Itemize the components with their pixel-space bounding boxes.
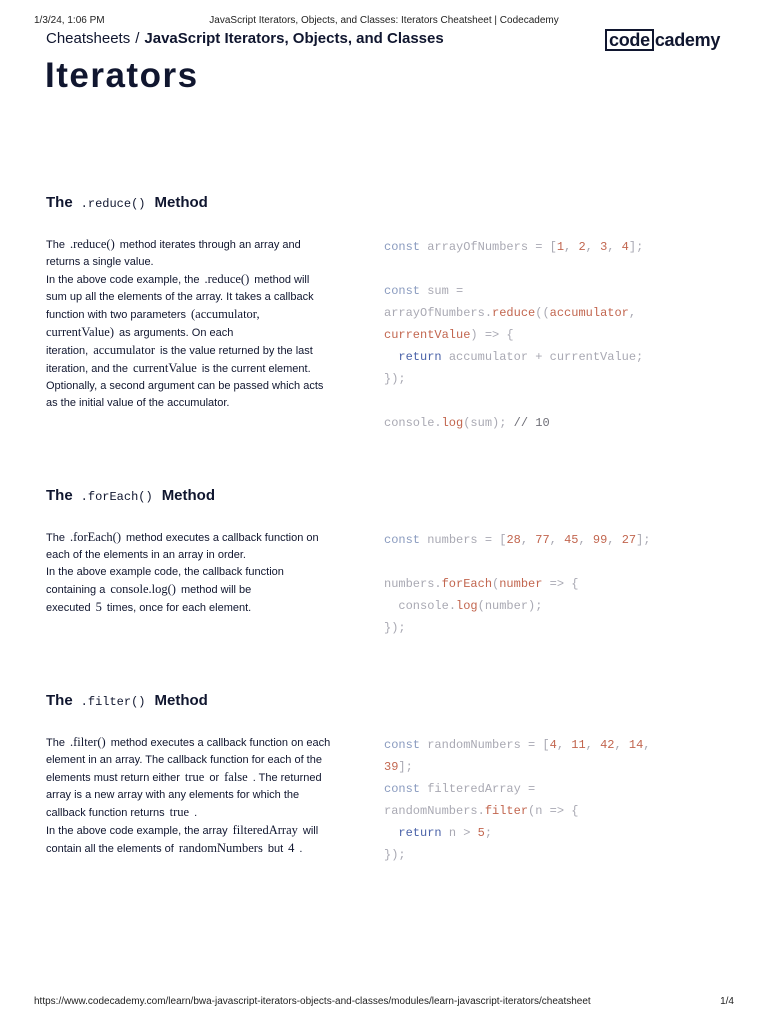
section-filter: [46, 692, 736, 862]
section-heading: [46, 194, 736, 214]
logo-cademy-part: cademy: [654, 29, 721, 50]
page-title: Iterators: [45, 56, 199, 95]
code-line: });: [384, 621, 406, 635]
section-heading: [46, 692, 736, 712]
desc-paragraph: The .filter() method executes a callback function on each element in an array. The callback function for each of the elements must return either true or false . The returned array is a new array with any elements for which the callback function returns true .: [46, 735, 331, 819]
code-example[interactable]: [384, 734, 704, 866]
code-example[interactable]: [384, 236, 704, 434]
code-line: currentValue) => {: [384, 328, 514, 342]
section-description: [46, 529, 331, 617]
code-line: });: [384, 848, 406, 862]
code-line: randomNumbers.filter(n => {: [384, 804, 579, 818]
section-heading: [46, 487, 736, 507]
footer-page-number: 1/4: [720, 996, 734, 1007]
heading-code: .reduce(): [80, 197, 146, 211]
code-line: console.log(sum); // 10: [384, 416, 550, 430]
print-title: JavaScript Iterators, Objects, and Classes: Iterators Cheatsheet | Codecademy: [209, 15, 559, 26]
code-line: arrayOfNumbers.reduce((accumulator,: [384, 306, 637, 320]
section-description: [46, 734, 331, 858]
breadcrumb-current: JavaScript Iterators, Objects, and Classes: [144, 30, 444, 47]
code-line: const filteredArray =: [384, 782, 536, 796]
code-line: console.log(number);: [398, 599, 543, 613]
desc-paragraph: In the above code example, the array filteredArray will contain all the elements of randomNumbers but 4 .: [46, 823, 319, 855]
breadcrumb-cheatsheets-link[interactable]: Cheatsheets: [46, 30, 131, 47]
code-line: 39];: [384, 760, 413, 774]
heading-code: .filter(): [80, 695, 146, 709]
heading-prefix: The: [46, 692, 73, 709]
codecademy-logo[interactable]: [605, 29, 720, 51]
heading-prefix: The: [46, 194, 73, 211]
logo-code-part: code: [605, 29, 654, 51]
code-line: const numbers = [28, 77, 45, 99, 27];: [384, 533, 651, 547]
breadcrumb-separator: /: [135, 30, 140, 47]
code-line: const sum =: [384, 284, 464, 298]
print-header: [34, 15, 734, 29]
breadcrumb: [46, 30, 444, 47]
heading-prefix: The: [46, 487, 73, 504]
section-reduce: [46, 194, 736, 430]
print-date: 1/3/24, 1:06 PM: [34, 15, 105, 26]
footer-url: https://www.codecademy.com/learn/bwa-javascript-iterators-objects-and-classes/modules/learn-javascript-iterators/cheatsheet: [34, 996, 591, 1007]
section-foreach: [46, 487, 736, 635]
code-line: const randomNumbers = [4, 11, 42, 14,: [384, 738, 651, 752]
heading-suffix: Method: [154, 194, 208, 211]
code-line: const arrayOfNumbers = [1, 2, 3, 4];: [384, 240, 644, 254]
print-footer: [34, 996, 734, 1010]
desc-paragraph: In the above example code, the callback function containing a console.log() method will be executed 5 times, once for each element.: [46, 566, 284, 614]
code-example[interactable]: [384, 529, 704, 639]
heading-code: .forEach(): [80, 490, 153, 504]
desc-paragraph: The .reduce() method iterates through an array and returns a single value.: [46, 237, 301, 268]
section-description: [46, 236, 331, 412]
desc-paragraph: The .forEach() method executes a callback function on each of the elements in an array in order.: [46, 530, 319, 561]
desc-paragraph: In the above code example, the .reduce() method will sum up all the elements of the array. It takes a callback function with two parameters (accumulator, currentValue) as arguments. On each iteration, accumulator is the value returned by the last iteration, and the currentValue is the current element. Optionally, a second argument can be passed which acts as the initial value of the accumulator.: [46, 272, 324, 409]
code-line: numbers.forEach(number => {: [384, 577, 579, 591]
heading-suffix: Method: [154, 692, 208, 709]
code-line: return accumulator + currentValue;: [398, 350, 644, 364]
code-line: return n > 5;: [398, 826, 493, 840]
code-line: });: [384, 372, 406, 386]
heading-suffix: Method: [161, 487, 216, 504]
